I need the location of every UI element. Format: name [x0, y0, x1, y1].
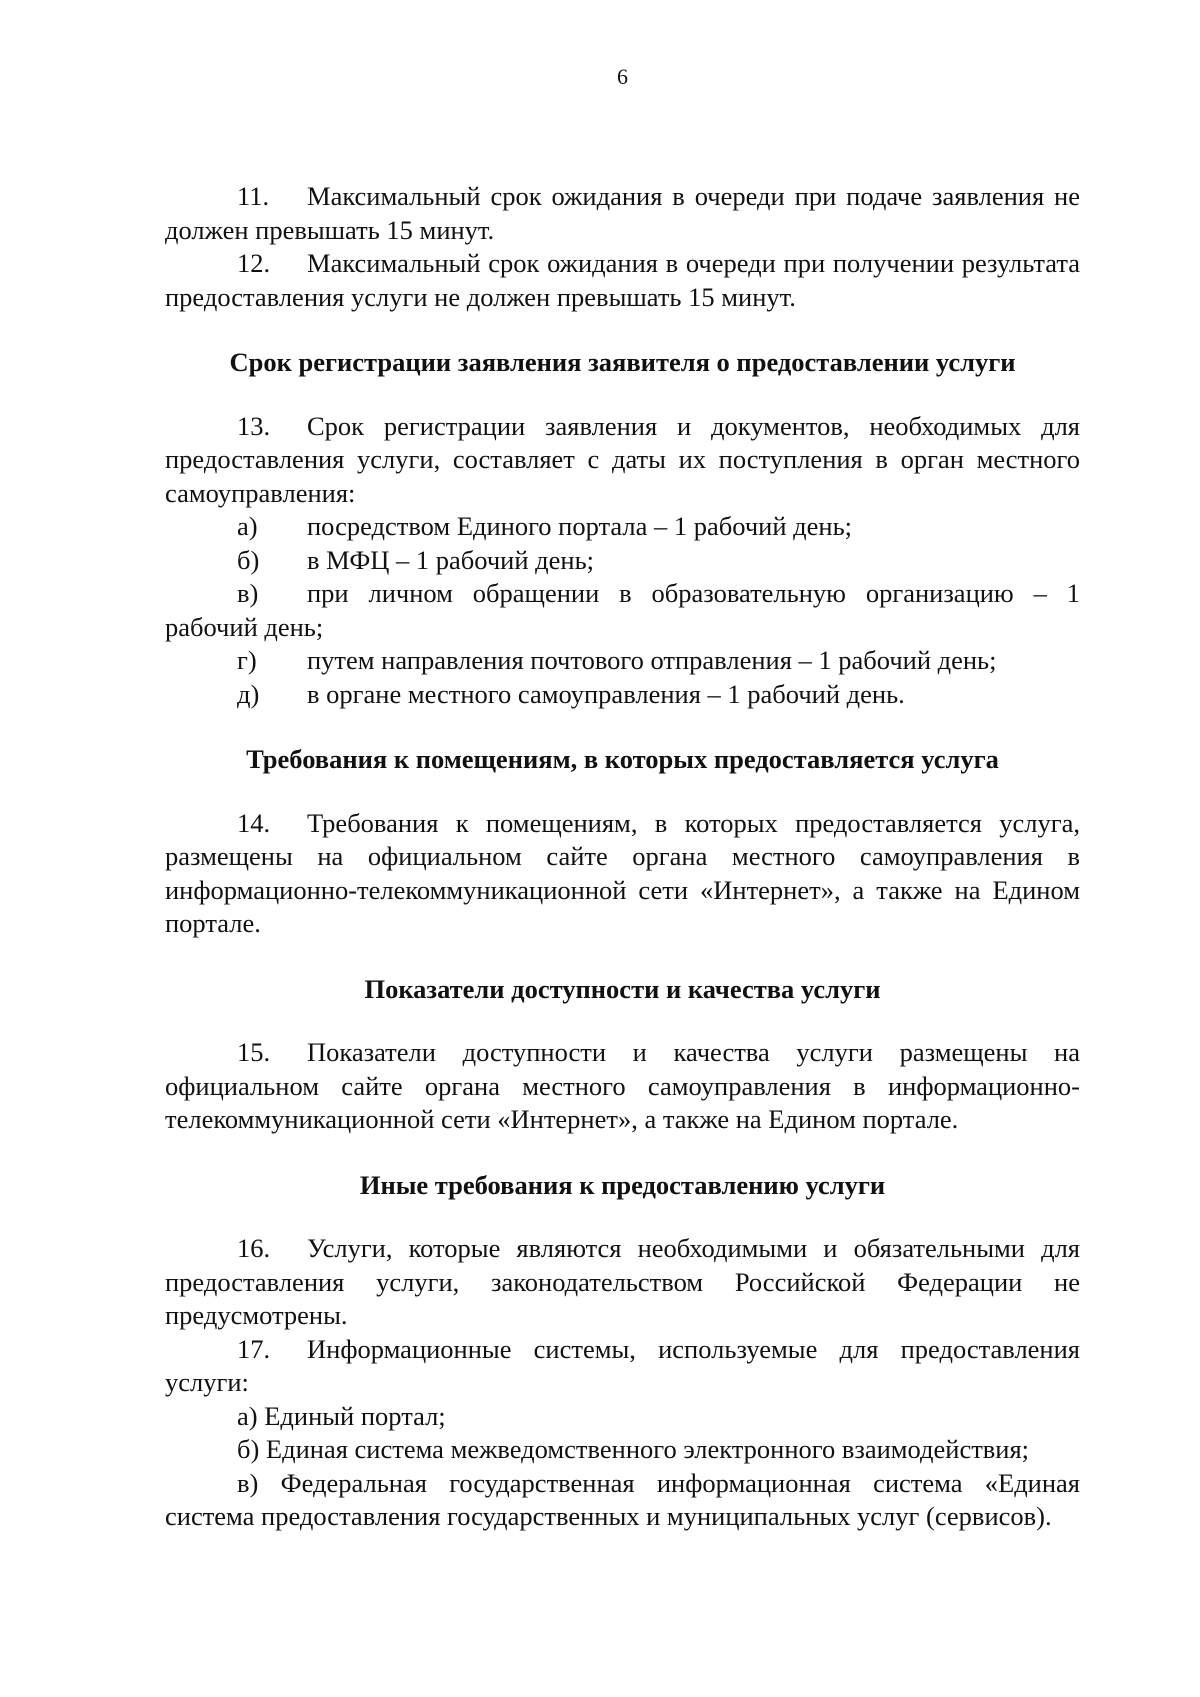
- list-item-text: в органе местного самоуправления – 1 рабочий день.: [307, 678, 905, 709]
- list-item: а) Единый портал;: [237, 1400, 446, 1431]
- list-item: в) Федеральная государственная информационная система «Единая система предоставления государственных и муниципальных услуг (сервисов).: [165, 1467, 1080, 1531]
- paragraph-number: 13.: [237, 410, 271, 441]
- section-heading-registration: Срок регистрации заявления заявителя о предоставлении услуги: [229, 347, 1016, 377]
- paragraph-text: Срок регистрации заявления и документов, необходимых для предоставления услуги, составляет с даты их поступления в орган местного самоуправления:: [165, 410, 1080, 508]
- paragraph-number: 12.: [237, 248, 271, 278]
- list-item-text: посредством Единого портала – 1 рабочий день;: [307, 511, 853, 541]
- paragraph-number: 17.: [237, 1333, 271, 1364]
- list-item-label: в): [237, 578, 259, 608]
- paragraph-text: Максимальный срок ожидания в очереди при получении результата предоставления услуги не должен превышать 15 минут.: [165, 248, 1080, 312]
- list-item: б) Единая система межведомственного электронного взаимодействия;: [237, 1434, 1030, 1464]
- paragraph-number: 16.: [237, 1233, 271, 1263]
- paragraph-13: [165, 410, 1080, 511]
- list-item-label: а): [237, 511, 258, 541]
- list-item: [165, 510, 1080, 544]
- paragraph-17: [165, 1333, 1080, 1400]
- paragraph-text: Услуги, которые являются необходимыми и обязательными для предоставления услуги, законодательством Российской Федерации не предусмотрены.: [165, 1233, 1080, 1330]
- list-item-text: при личном обращении в образовательную организацию – 1 рабочий день;: [165, 578, 1080, 642]
- list-item: [165, 544, 1080, 578]
- list-item-label: б): [237, 544, 260, 575]
- paragraph-text: Информационные системы, используемые для предоставления услуги:: [165, 1333, 1080, 1397]
- section-heading-quality: Показатели доступности и качества услуги: [364, 973, 881, 1004]
- list-item-text: путем направления почтового отправления – 1 рабочий день;: [307, 645, 997, 675]
- paragraph-number: 14.: [237, 807, 271, 838]
- list-item-label: д): [237, 678, 260, 709]
- section-heading-premises: Требования к помещениям, в которых предоставляется услуга: [246, 744, 999, 774]
- paragraph-16: [165, 1232, 1080, 1333]
- paragraph-number: 11.: [237, 181, 270, 211]
- list-item-label: г): [237, 645, 257, 675]
- list-item-text: в МФЦ – 1 рабочий день;: [307, 544, 595, 575]
- paragraph-11: [165, 180, 1080, 247]
- page-number: 6: [617, 64, 628, 89]
- list-item: [165, 577, 1080, 644]
- list-item: [165, 644, 1080, 678]
- document-body: [165, 180, 1080, 1534]
- paragraph-15: [165, 1036, 1080, 1137]
- paragraph-text: Требования к помещениям, в которых предоставляется услуга, размещены на официальном сайте органа местного самоуправления в информационно-телекоммуникационной сети «Интернет», а также на Едином портале.: [165, 807, 1080, 938]
- list-item: [165, 678, 1080, 712]
- paragraph-text: Максимальный срок ожидания в очереди при подаче заявления не должен превышать 15 минут.: [165, 181, 1080, 245]
- paragraph-14: [165, 807, 1080, 941]
- paragraph-number: 15.: [237, 1037, 271, 1067]
- paragraph-text: Показатели доступности и качества услуги размещены на официальном сайте органа местного самоуправления в информационно-телекоммуникационной сети «Интернет», а также на Едином портале.: [165, 1037, 1080, 1134]
- section-heading-other: Иные требования к предоставлению услуги: [359, 1169, 886, 1200]
- paragraph-12: [165, 247, 1080, 314]
